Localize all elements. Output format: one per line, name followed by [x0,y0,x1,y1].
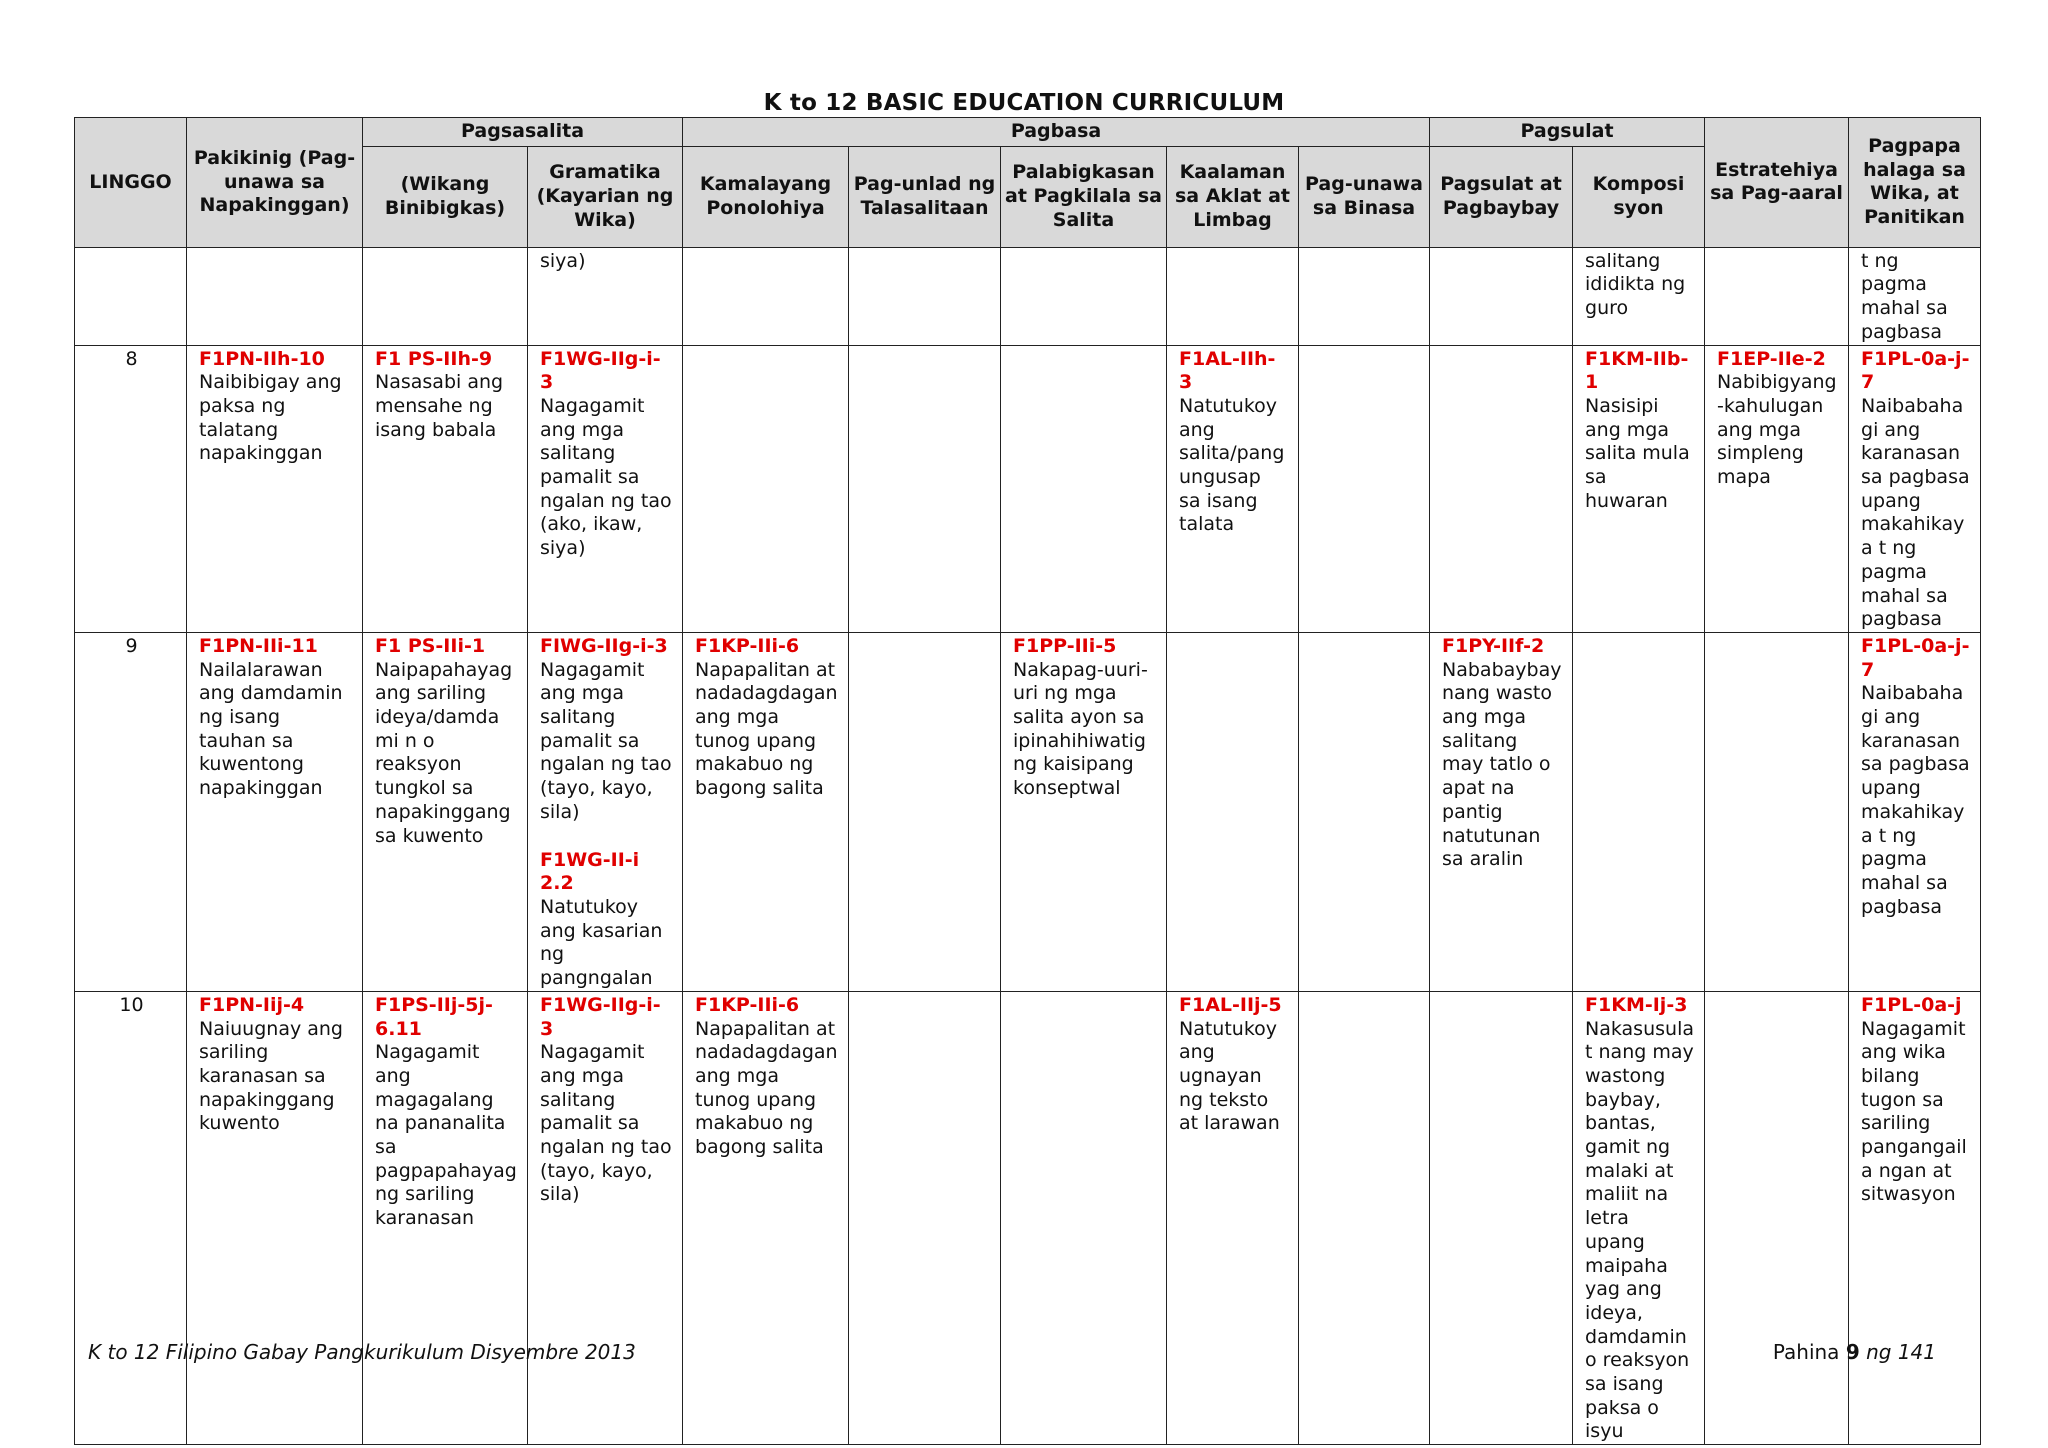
cell-kamalayang [683,345,849,632]
cell-estratehiya [1705,345,1849,632]
table-row [75,247,1981,345]
cell-estratehiya [1705,991,1849,1444]
header-gramatika: Gramatika (Kayarian ng Wika) [528,146,683,247]
competency-code: F1EP-IIe-2 [1717,347,1826,370]
competency-text: Naibibigay ang paksa ng talatang napakinggan [199,371,342,465]
cell-pakikinig [187,632,363,991]
cell-gramatika [528,991,683,1444]
competency-code: F1PN-IIi-11 [199,634,318,657]
footer-document-name: K to 12 Filipino Gabay Pangkurikulum Disyembre 2013 [88,1340,636,1364]
cell-pag-unawa [1299,345,1430,632]
competency-text-2: Natutukoy ang kasarian ng pangngalan [540,895,663,990]
header-palabigkasan: Palabigkasan at Pagkilala sa Salita [1001,146,1167,247]
cell-pagsulat-baybay [1430,632,1573,991]
competency-code: F1KP-IIi-6 [695,634,800,657]
cell-kaalaman [1167,632,1299,991]
header-pakikinig: Pakikinig (Pag-unawa sa Napakinggan) [187,118,363,248]
competency-code: F1KP-IIi-6 [695,993,800,1016]
competency-code: F1KM-IIb-1 [1585,347,1689,394]
cell-pagsasalita [363,247,528,345]
cell-palabigkasan [1001,247,1167,345]
footer-page-total: ng 141 [1866,1340,1936,1364]
footer-page-label: Pahina [1772,1340,1840,1364]
competency-text: Nababaybay nang wasto ang mga salitang may tatlo o apat na pantig natutunan sa aralin [1442,658,1562,871]
table-row [75,991,1981,1444]
competency-text: Nagagamit ang magagalang na pananalita sa pagpapahayag ng sariling karanasan [375,1041,517,1230]
header-pag-unawa: Pag-unawa sa Binasa [1299,146,1430,247]
competency-text: Naiuugnay ang sariling karanasan sa napakinggang kuwento [199,1017,343,1135]
header-pagsulat: Pagsulat [1430,118,1705,147]
cell-talasalitaan [849,991,1001,1444]
cell-pagpapahalaga [1849,632,1981,991]
cell-pagsasalita [363,345,528,632]
header-komposisyon: Komposi syon [1573,146,1705,247]
cell-week: 9 [75,632,187,991]
competency-code: F1WG-IIg-i-3 [540,347,661,394]
header-pagsulat-pagbaybay: Pagsulat at Pagbaybay [1430,146,1573,247]
competency-code: F1 PS-IIh-9 [375,347,493,370]
competency-code: F1PP-IIi-5 [1013,634,1117,657]
cell-palabigkasan [1001,632,1167,991]
competency-text: Nagagamit ang wika bilang tugon sa sariling pangangaila ngan at sitwasyon [1861,1017,1967,1206]
header-estratehiya: Estratehiya sa Pag-aaral [1705,118,1849,248]
cell-estratehiya [1705,247,1849,345]
competency-text: Nagagamit ang mga salitang pamalit sa ngalan ng tao (tayo, kayo, sila) [540,658,672,823]
competency-code: F1AL-IIj-5 [1179,993,1282,1016]
header-talasalitaan: Pag-unlad ng Talasalitaan [849,146,1001,247]
cell-pagsasalita [363,632,528,991]
cell-palabigkasan [1001,991,1167,1444]
footer-page-current: 9 [1845,1340,1860,1364]
competency-code: F1WG-IIg-i-3 [540,993,661,1040]
competency-code-2: F1WG-II-i 2.2 [540,848,640,895]
competency-text: Natutukoy ang salita/pang ungusap sa isang talata [1179,394,1285,536]
cell-estratehiya [1705,632,1849,991]
competency-text: Nailalarawan ang damdamin ng isang tauhan sa kuwentong napakinggan [199,658,343,800]
competency-code: F1PN-Iij-4 [199,993,305,1016]
competency-code: F1 PS-IIi-1 [375,634,486,657]
competency-text: Nasisipi ang mga salita mula sa huwaran [1585,394,1690,512]
cell-pagpapahalaga [1849,247,1981,345]
cell-week: 10 [75,991,187,1444]
competency-text: Nakasusulat nang may wastong baybay, bantas, gamit ng malaki at maliit na letra upang maipaha yag ang ideya, damdamin o reaksyon sa isang paksa o isyu [1585,1017,1694,1443]
table-row [75,632,1981,991]
cell-pag-unawa [1299,247,1430,345]
competency-text: Napapalitan at nadadagdagan ang mga tunog upang makabuo ng bagong salita [695,1017,838,1159]
competency-code: F1PY-IIf-2 [1442,634,1545,657]
cell-kamalayang [683,632,849,991]
cell-week: 8 [75,345,187,632]
header-wikang-binibigkas: (Wikang Binibigkas) [363,146,528,247]
cell-kamalayang [683,991,849,1444]
cell-pagpapahalaga [1849,991,1981,1444]
cell-kamalayang [683,247,849,345]
competency-text: Naibabahagi ang karanasan sa pagbasa upang makahikaya t ng pagma mahal sa pagbasa [1861,394,1970,631]
cell-pakikinig [187,345,363,632]
header-pagsasalita: Pagsasalita [363,118,683,147]
competency-text: Naibabahagi ang karanasan sa pagbasa upang makahikaya t ng pagma mahal sa pagbasa [1861,682,1970,918]
competency-code: F1PS-IIj-5j-6.11 [375,993,493,1040]
competency-text: Nagagamit ang mga salitang pamalit sa ngalan ng tao (ako, ikaw, siya) [540,394,672,560]
competency-text: Nabibigyang-kahulugan ang mga simpleng mapa [1717,371,1837,489]
competency-code: F1KM-Ij-3 [1585,993,1688,1016]
competency-code: F1PL-0a-j-7 [1861,347,1970,394]
cell-kaalaman [1167,991,1299,1444]
curriculum-table [74,117,1981,1445]
competency-text: Natutukoy ang ugnayan ng teksto at larawan [1179,1017,1280,1135]
competency-code: F1PL-0a-j-7 [1861,634,1970,681]
cell-kaalaman [1167,247,1299,345]
cell-kaalaman [1167,345,1299,632]
cell-komposisyon [1573,345,1705,632]
cell-pagsulat-baybay [1430,345,1573,632]
cell-palabigkasan [1001,345,1167,632]
cell-pag-unawa [1299,632,1430,991]
competency-code: F1PL-0a-j [1861,993,1962,1016]
cell-talasalitaan [849,247,1001,345]
footer-page-number [1773,1340,1936,1364]
cell-pagsasalita [363,991,528,1444]
cell-komposisyon [1573,632,1705,991]
cell-week [75,247,187,345]
cell-komposisyon [1573,991,1705,1444]
cell-gramatika [528,247,683,345]
competency-text: Nagagamit ang mga salitang pamalit sa ngalan ng tao (tayo, kayo, sila) [540,1041,672,1206]
header-kaalaman-aklat: Kaalaman sa Aklat at Limbag [1167,146,1299,247]
cell-pag-unawa [1299,991,1430,1444]
header-kamalayang-ponolohiya: Kamalayang Ponolohiya [683,146,849,247]
competency-text: Nakapag-uuri-uri ng mga salita ayon sa ipinahihiwatig ng kaisipang konseptwal [1013,658,1148,800]
header-pagbasa: Pagbasa [683,118,1430,147]
cell-pagsulat-baybay [1430,247,1573,345]
cell-pagpapahalaga [1849,345,1981,632]
competency-text: Naipapahayag ang sariling ideya/damdami n o reaksyon tungkol sa napakinggang sa kuwento [375,658,513,847]
cell-gramatika [528,632,683,991]
competency-code: F1PN-IIh-10 [199,347,325,370]
cell-text: siya) [540,249,586,272]
cell-pakikinig [187,991,363,1444]
cell-talasalitaan [849,345,1001,632]
cell-pagsulat-baybay [1430,991,1573,1444]
table-row [75,345,1981,632]
cell-gramatika [528,345,683,632]
competency-text: Nasasabi ang mensahe ng isang babala [375,371,504,441]
document-title: K to 12 BASIC EDUCATION CURRICULUM [763,90,1285,116]
competency-text: Napapalitan at nadadagdagan ang mga tunog upang makabuo ng bagong salita [695,658,838,800]
competency-code: FIWG-IIg-i-3 [540,634,668,657]
cell-text: t ng pagma mahal sa pagbasa [1861,249,1948,343]
competency-code: F1AL-IIh-3 [1179,347,1276,394]
cell-pakikinig [187,247,363,345]
cell-text: salitang ididikta ng guro [1585,249,1686,320]
header-linggo: LINGGO [75,118,187,248]
header-pagpapahalaga: Pagpapa halaga sa Wika, at Panitikan [1849,118,1981,248]
cell-talasalitaan [849,632,1001,991]
cell-komposisyon [1573,247,1705,345]
